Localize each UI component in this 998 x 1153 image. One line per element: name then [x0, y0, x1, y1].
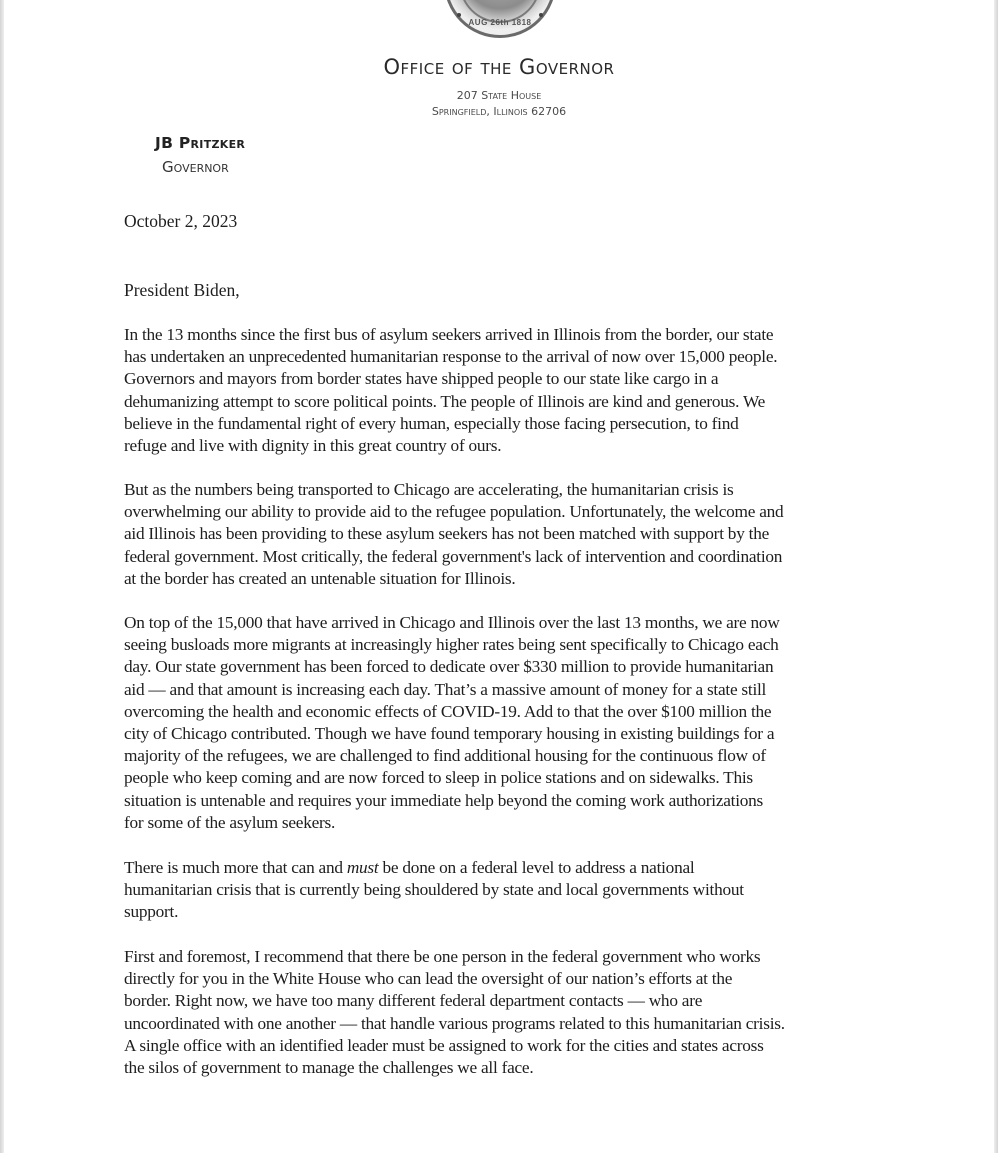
text-line: majority of the refugees, we are challenged to find additional housing for the continuous flow of	[124, 746, 766, 766]
text-line: seeing busloads more migrants at increasingly higher rates being sent specifically to Chicago each	[124, 635, 779, 655]
text-line: refuge and live with dignity in this great country of ours.	[124, 436, 502, 456]
text-line: has undertaken an unprecedented humanitarian response to the arrival of now over 15,000 people.	[124, 347, 778, 367]
text-line: the silos of government to manage the challenges we all face.	[124, 1058, 534, 1078]
text-line: First and foremost, I recommend that there be one person in the federal government who works	[124, 947, 761, 966]
text-segment: be done on a federal level to address a national	[378, 858, 695, 877]
seal-star-icon	[457, 13, 461, 17]
paragraph-3	[124, 612, 904, 834]
seal-date-text: AUG 26th 1818	[468, 18, 532, 27]
text-line: support.	[124, 902, 179, 922]
text-line: border. Right now, we have too many different federal department contacts — who are	[124, 991, 703, 1011]
sender-name: JB Pritzker	[155, 134, 246, 152]
address-line-1: 207 State House	[456, 89, 542, 102]
address-line-2: Springfield, Illinois 62706	[431, 105, 567, 118]
state-seal-icon	[444, 0, 556, 38]
text-line	[124, 857, 904, 879]
paragraph-1	[124, 324, 904, 457]
seal-star-icon	[539, 13, 543, 17]
text-line: In the 13 months since the first bus of asylum seekers arrived in Illinois from the border, our state	[124, 325, 774, 344]
paragraph-4	[124, 857, 904, 924]
office-title: Office of the Governor	[383, 55, 615, 79]
text-line: city of Chicago contributed. Though we have found temporary housing in existing buildings for a	[124, 724, 775, 744]
salutation: President Biden,	[124, 280, 240, 300]
text-line: people who keep coming and are now forced to sleep in police stations and on sidewalks. This	[124, 768, 753, 788]
text-line: overwhelming our ability to provide aid to the refugee population. Unfortunately, the welcome and	[124, 502, 784, 522]
text-line: On top of the 15,000 that have arrived in Chicago and Illinois over the last 13 months, we are now	[124, 613, 780, 632]
text-line: believe in the fundamental right of every human, especially those facing persecution, to find	[124, 413, 739, 433]
text-line: humanitarian crisis that is currently being shouldered by state and local governments without	[124, 880, 744, 900]
emphasis-must: must	[346, 858, 379, 877]
text-line: A single office with an identified leader must be assigned to work for the cities and states across	[124, 1035, 764, 1055]
page-edge-left	[0, 0, 4, 1153]
text-line: directly for you in the White House who can lead the oversight of our nation’s efforts at the	[124, 969, 733, 989]
text-line: situation is untenable and requires your immediate help beyond the coming work authorizations	[124, 790, 764, 810]
text-line: aid — and that amount is increasing each day. That’s a massive amount of money for a state still	[124, 679, 767, 699]
text-line: for some of the asylum seekers.	[124, 812, 336, 832]
text-segment: There is much more that can and	[124, 858, 347, 877]
text-line: federal government. Most critically, the federal government's lack of intervention and coordination	[124, 546, 783, 566]
page-edge-right	[994, 0, 998, 1153]
text-line: at the border has created an untenable situation for Illinois.	[124, 568, 516, 588]
text-line: uncoordinated with one another — that handle various programs related to this humanitarian crisis.	[124, 1013, 785, 1033]
text-line: But as the numbers being transported to Chicago are accelerating, the humanitarian crisis is	[124, 480, 734, 499]
letter-date: October 2, 2023	[124, 211, 238, 231]
text-line: overcoming the health and economic effects of COVID-19. Add to that the over $100 million the	[124, 701, 772, 721]
text-line: day. Our state government has been forced to dedicate over $330 million to provide humanitarian	[124, 657, 774, 677]
sender-title: Governor	[162, 158, 229, 176]
paragraph-5	[124, 946, 904, 1079]
text-line: aid Illinois has been providing to these asylum seekers has not been matched with support by the	[124, 524, 770, 544]
text-line: dehumanizing attempt to score political points. The people of Illinois are kind and generous. We	[124, 391, 766, 411]
text-line: Governors and mayors from border states have shipped people to our state like cargo in a	[124, 369, 719, 389]
paragraph-2	[124, 479, 904, 590]
